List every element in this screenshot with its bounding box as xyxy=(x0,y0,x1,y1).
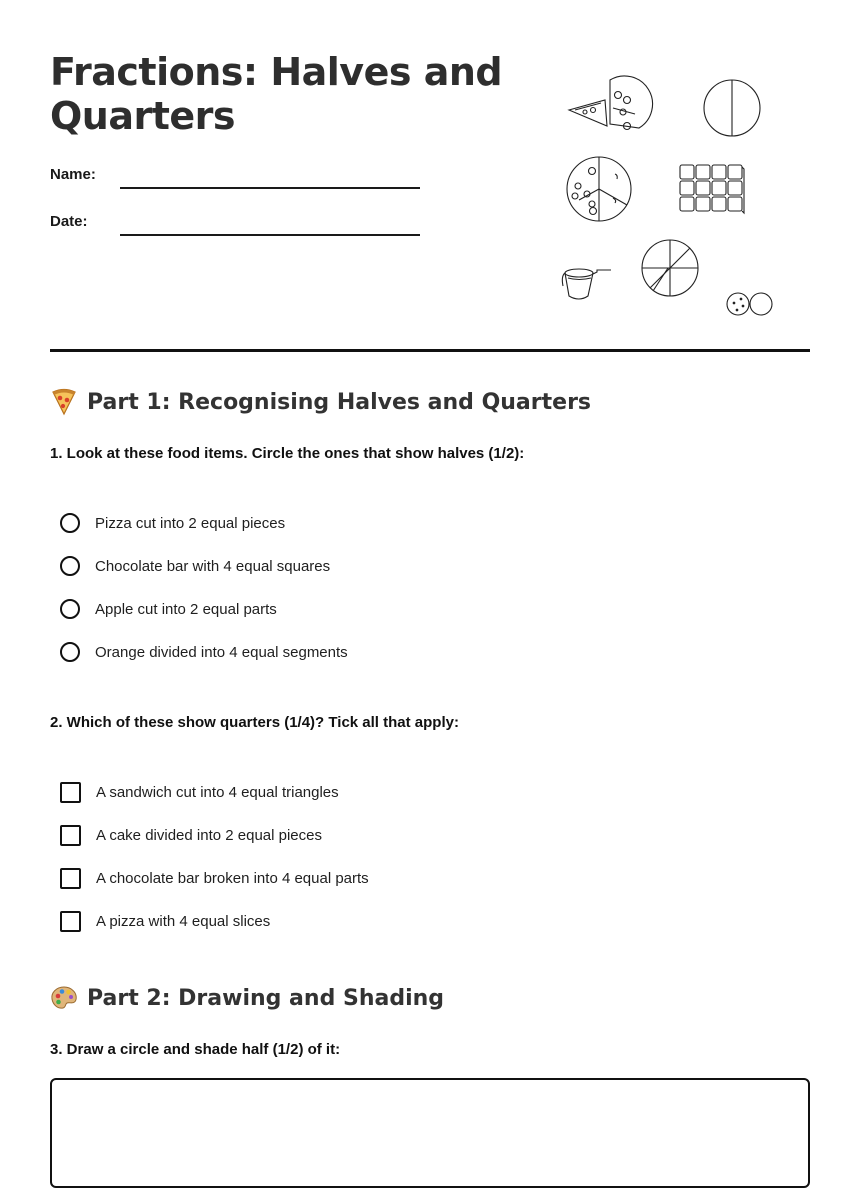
date-field[interactable] xyxy=(120,234,420,236)
q1-option-2-label: Chocolate bar with 4 equal squares xyxy=(95,557,331,575)
q2-option-3-label: A chocolate bar broken into 4 equal parts xyxy=(96,869,369,887)
page-title: Fractions: Halves and Quarters xyxy=(50,50,503,138)
name-label: Name: xyxy=(50,166,96,183)
header-divider xyxy=(50,349,810,352)
q1-option-4[interactable] xyxy=(60,639,348,665)
q1-option-1-label: Pizza cut into 2 equal pieces xyxy=(95,514,286,532)
q2-option-4[interactable] xyxy=(60,908,270,934)
q2-option-1-label: A sandwich cut into 4 equal triangles xyxy=(96,783,339,801)
palette-icon xyxy=(50,984,78,1012)
q2-option-3-checkbox[interactable] xyxy=(60,868,81,889)
q1-option-1-circle[interactable] xyxy=(60,513,80,533)
q1-option-1[interactable] xyxy=(60,510,285,536)
part2-title xyxy=(50,984,444,1012)
pizza-pie-icon xyxy=(567,157,631,221)
q2-option-2[interactable] xyxy=(60,822,322,848)
q1-option-3-circle[interactable] xyxy=(60,599,80,619)
cookies-icon xyxy=(727,293,772,315)
food-illustrations xyxy=(555,70,785,330)
q2-option-2-checkbox[interactable] xyxy=(60,825,81,846)
q2-option-2-label: A cake divided into 2 equal pieces xyxy=(96,826,322,844)
q1-option-4-label: Orange divided into 4 equal segments xyxy=(95,643,348,661)
question-2: 2. Which of these show quarters (1/4)? Tick all that apply: xyxy=(50,714,459,731)
q2-option-1[interactable] xyxy=(60,779,339,805)
q1-option-4-circle[interactable] xyxy=(60,642,80,662)
part2-title-text: Part 2: Drawing and Shading xyxy=(87,985,445,1011)
question-3: 3. Draw a circle and shade half (1/2) of it: xyxy=(50,1041,341,1058)
q1-option-3[interactable] xyxy=(60,596,277,622)
q2-option-4-checkbox[interactable] xyxy=(60,911,81,932)
question-1: 1. Look at these food items. Circle the ones that show halves (1/2): xyxy=(50,445,525,462)
q1-option-2-circle[interactable] xyxy=(60,556,80,576)
q2-option-3[interactable] xyxy=(60,865,369,891)
chocolate-bar-icon xyxy=(680,165,744,213)
part1-title-text: Part 1: Recognising Halves and Quarters xyxy=(87,389,592,415)
drawing-area[interactable] xyxy=(50,1078,810,1188)
name-field[interactable] xyxy=(120,187,420,189)
q1-option-3-label: Apple cut into 2 equal parts xyxy=(95,600,277,618)
pizza-slices-icon xyxy=(569,76,653,130)
q2-option-4-label: A pizza with 4 equal slices xyxy=(96,912,271,930)
part1-title xyxy=(50,388,591,416)
circle-halves-icon xyxy=(704,80,760,136)
q2-option-1-checkbox[interactable] xyxy=(60,782,81,803)
circle-eighths-icon xyxy=(642,240,698,296)
date-label: Date: xyxy=(50,213,88,230)
pizza-icon xyxy=(50,388,78,416)
measuring-cup-icon xyxy=(562,269,611,299)
q1-option-2[interactable] xyxy=(60,553,330,579)
